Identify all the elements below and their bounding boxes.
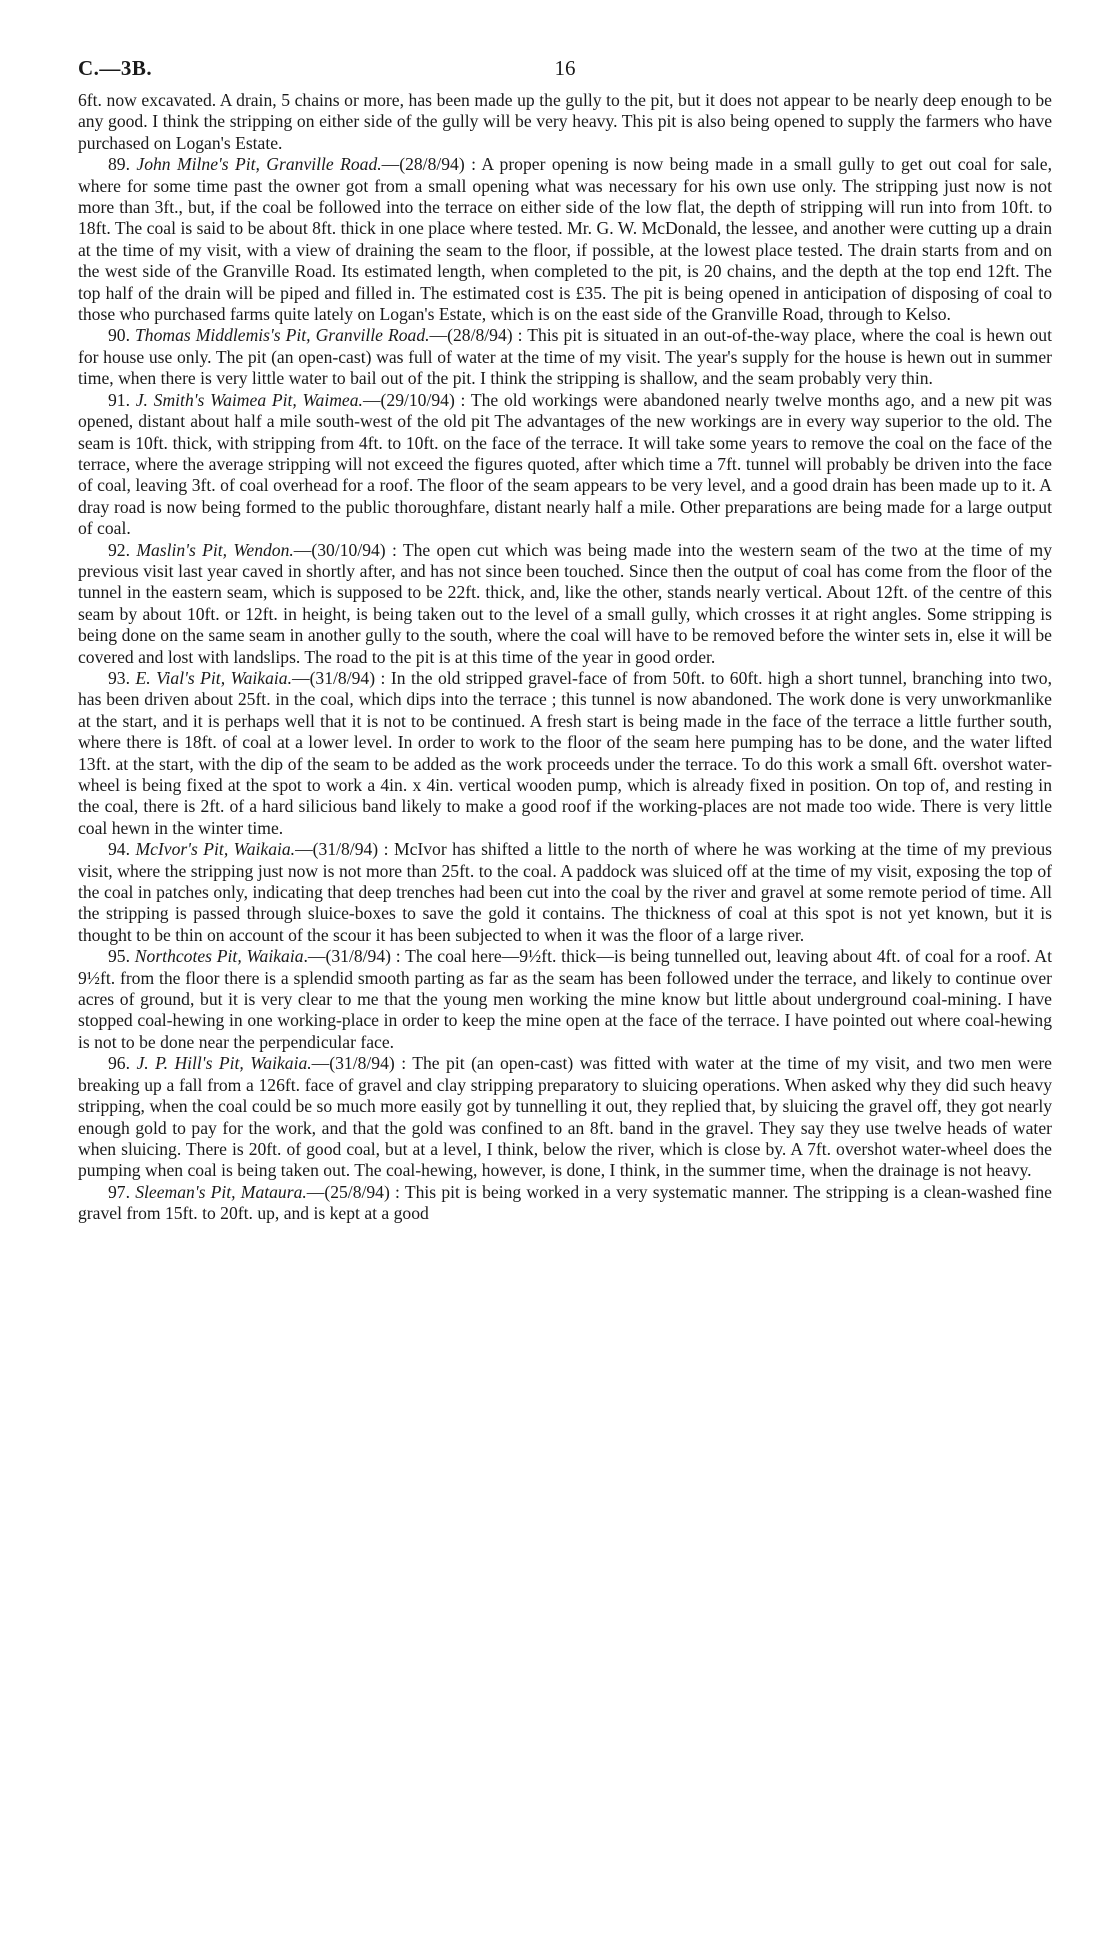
paragraph-number: 93.	[108, 667, 130, 688]
paragraph-89	[78, 154, 1052, 325]
paragraph-90	[78, 325, 1052, 389]
visit-date: —(28/8/94) :	[429, 325, 523, 346]
pit-title: Sleeman's Pit, Mataura.	[135, 1181, 307, 1202]
paragraph-text: In the old stripped gravel-face of from 50ft. to 60ft. high a short tunnel, branching into two, has been driven about 25ft. in the coal, which dips into the terrace ; this tunnel is now abandoned. The work done is very unworkmanlike at the start, and it is perhaps well that it is not to be continued. A fresh start is being made in the face of the terrace a little further south, where there is 18ft. of coal at a lower level. In order to work to the floor of the seam here pumping has to be done, and the water lifted 13ft. at the start, with the dip of the seam to be added as the work proceeds under the terrace. To do this work a small 6ft. overshot water-wheel is being fixed at the spot to work a 4in. x 4in. vertical wooden pump, which is already fixed in position. On top of, and resting in the coal, there is 2ft. of a hard silicious band likely to make a good roof if the working-places are not made too wide. There is very little coal hewn in the winter time.	[78, 667, 1052, 838]
paragraph-number: 96.	[108, 1053, 130, 1074]
paragraph-number: 90.	[108, 325, 130, 346]
body-text	[78, 90, 1052, 1225]
visit-date: —(28/8/94) :	[381, 154, 476, 175]
paragraph-number: 91.	[108, 389, 130, 410]
visit-date: .—(31/8/94) :	[303, 946, 401, 967]
pit-title: Maslin's Pit, Wendon.	[136, 539, 294, 560]
pit-title: John Milne's Pit, Granville Road.	[136, 154, 382, 175]
pit-title: McIvor's Pit, Waikaia.	[135, 839, 296, 860]
pit-title: Thomas Middlemis's Pit, Granville Road.	[135, 325, 430, 346]
visit-date: —(31/8/94) :	[311, 1053, 407, 1074]
paragraph-94	[78, 839, 1052, 946]
paragraph-text: The coal here—9½ft. thick—is being tunnelled out, leaving about 4ft. of coal for a roof. At 9½ft. from the floor there is a splendid smooth parting as far as the seam has been followed under the terrace, and likely to continue over acres of ground, but it is very clear to me that the young men working the mine know but little about underground coal-mining. I have stopped coal-hewing in one working-place in order to keep the mine open at the face of the terrace. I have pointed out where coal-hewing is not to be done near the perpendicular face.	[78, 946, 1052, 1052]
visit-date: —(30/10/94) :	[293, 539, 397, 560]
page-header	[78, 56, 1052, 90]
paragraph-number: 97.	[108, 1181, 130, 1202]
paragraph-text: A proper opening is now being made in a small gully to get out coal for sale, where for some time past the owner got from a small opening what was necessary for his own use only. The stripping just now is not more than 3ft., but, if the coal be followed into the terrace on either side of the low flat, the depth of stripping will run into from 10ft. to 18ft. The coal is said to be about 8ft. thick in one place where tested. Mr. G. W. McDonald, the lessee, and another were cutting up a drain at the time of my visit, with a view of draining the seam to the floor, if possible, at the lowest place tested. The drain starts from and on the west side of the Granville Road. Its estimated length, when completed to the pit, is 20 chains, and the depth at the top end 12ft. The top half of the drain will be piped and filled in. The estimated cost is £35. The pit is being opened in anticipation of disposing of coal to those who purchased farms quite lately on Logan's Estate, which is on the east side of the Granville Road, through to Kelso.	[78, 154, 1053, 325]
paragraph-text: The old workings were abandoned nearly twelve months ago, and a new pit was opened, distant about half a mile south-west of the old pit The advantages of the new workings are in every way superior to the old. The seam is 10ft. thick, with stripping from 4ft. to 10ft. on the face of the terrace. It will take some years to remove the coal on the face of the terrace, where the average stripping will not exceed the figures quoted, after which time a 7ft. tunnel will probably be driven into the face of coal, leaving 3ft. of coal overhead for a roof. The floor of the seam appears to be very level, and a good drain has been made up to it. A dray road is now being formed to the public thoroughfare, distant nearly half a mile. Other preparations are being made for a large output of coal.	[78, 389, 1052, 539]
paragraph-number: 94.	[108, 839, 130, 860]
paragraph-97	[78, 1182, 1052, 1225]
paragraph-91	[78, 390, 1052, 540]
paragraph-96	[78, 1053, 1052, 1181]
paragraph-text: The pit (an open-cast) was fitted with water at the time of my visit, and two men were breaking up a fall from a 126ft. face of gravel and clay stripping preparatory to sluicing operations. When asked why they did such heavy stripping, when the coal could be so much more easily got by tunnelling it out, they replied that, by sluicing the gravel off, they got nearly enough gold to pay for the work, and that the gold was confined to an 8ft. band in the gravel. They say they use twelve heads of water when sluicing. There is 20ft. of good coal, but at a level, I think, below the river, which is close by. A 7ft. overshot water-wheel does the pumping when coal is being taken out. The coal-hewing, however, is done, I think, in the summer time, when the drainage is not heavy.	[78, 1053, 1052, 1181]
visit-date: —(31/8/94) :	[295, 839, 389, 860]
visit-date: —(31/8/94) :	[291, 667, 386, 688]
paragraph-text: This pit is being worked in a very systematic manner. The stripping is a clean-washed fine gravel from 15ft. to 20ft. up, and is kept at a good	[78, 1181, 1052, 1224]
paragraph-text: 6ft. now excavated. A drain, 5 chains or more, has been made up the gully to the pit, but it does not appear to be nearly deep enough to be any good. I think the stripping on either side of the gully will be very heavy. This pit is also being opened to supply the farmers who have purchased on Logan's Estate.	[78, 90, 1052, 153]
paragraph-93	[78, 668, 1052, 839]
pit-title: E. Vial's Pit, Waikaia.	[135, 667, 292, 688]
pit-title: J. P. Hill's Pit, Waikaia.	[136, 1053, 312, 1074]
paragraph-95	[78, 946, 1052, 1053]
pit-title: J. Smith's Waimea Pit, Waimea.	[135, 389, 363, 410]
paragraph-number: 92.	[108, 539, 130, 560]
paragraph-continuation	[78, 90, 1052, 154]
pit-title: Northcotes Pit, Waikaia	[134, 946, 304, 967]
page-number: 16	[554, 56, 576, 80]
visit-date: —(25/8/94) :	[306, 1181, 400, 1202]
visit-date: —(29/10/94) :	[362, 389, 466, 410]
paragraph-text: This pit is situated in an out-of-the-way place, where the coal is hewn out for house use only. The pit (an open-cast) was full of water at the time of my visit. The year's supply for the house is hewn out in summer time, when there is very little water to bail out of the pit. I think the stripping is shallow, and the seam probably very thin.	[78, 325, 1052, 389]
paragraph-text: McIvor has shifted a little to the north of where he was working at the time of my previous visit, where the stripping just now is not more than 25ft. to the coal. A paddock was sluiced off at the time of my visit, exposing the top of the coal in patches only, indicating that deep trenches had been cut into the coal by the river and gravel at some remote period of time. All the stripping is passed through sluice-boxes to save the gold it contains. The thickness of coal at this spot is not yet known, but it is thought to be thin on account of the scour it has been subjected to when it was the floor of a large river.	[78, 839, 1052, 945]
paragraph-text: The open cut which was being made into the western seam of the two at the time of my previous visit last year caved in shortly after, and has not since been touched. Since then the output of coal has come from the floor of the tunnel in the eastern seam, which is supposed to be 22ft. thick, and, like the other, stands nearly vertical. About 12ft. of the centre of this seam by about 10ft. or 12ft. in height, is being taken out to the level of a small gully, which crosses it at right angles. Some stripping is being done on the same seam in another gully to the south, where the coal will have to be removed before the winter sets in, else it will be covered and lost with landslips. The road to the pit is at this time of the year in good order.	[78, 539, 1052, 667]
paragraph-number: 89.	[108, 154, 130, 175]
paragraph-92	[78, 540, 1052, 668]
document-reference: C.—3B.	[78, 56, 153, 80]
paragraph-number: 95.	[108, 946, 130, 967]
